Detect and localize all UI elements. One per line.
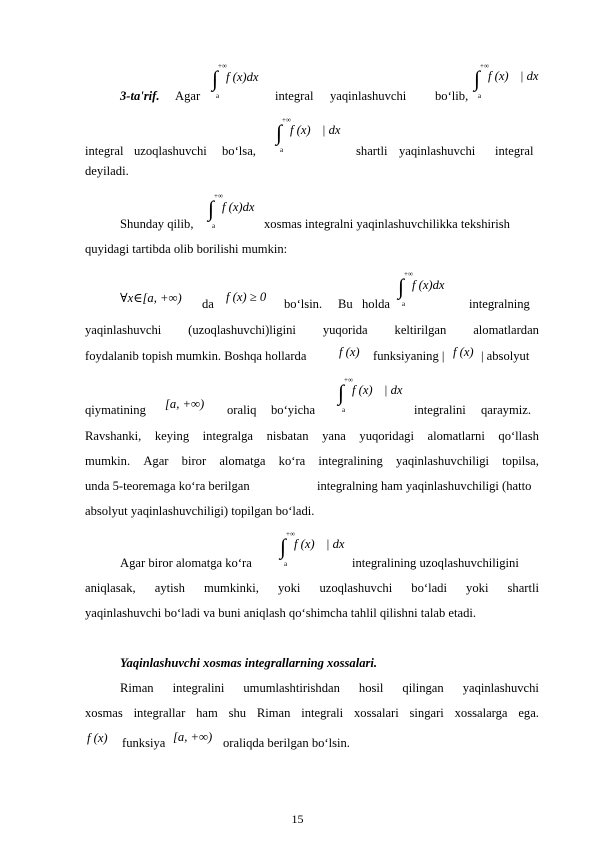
word: yana xyxy=(322,429,346,443)
word: yuqoridagi xyxy=(359,429,414,443)
text: funksiya xyxy=(122,736,166,750)
integral-sign: ∫ xyxy=(280,534,287,559)
word: integralining xyxy=(318,454,383,468)
formula-fx: f (x) xyxy=(339,345,360,359)
page-number: 15 xyxy=(291,812,304,826)
word: hosil xyxy=(358,681,384,695)
word: singari xyxy=(409,706,444,720)
section-title: Yaqinlashuvchi xosmas integrallarning xossalari. xyxy=(120,656,378,670)
lower-limit: a xyxy=(212,222,216,230)
word: nisbatan xyxy=(266,429,309,443)
integrand-abs: f (x) xyxy=(290,123,311,137)
word: shu xyxy=(228,706,247,720)
integrand-abs: f (x) xyxy=(488,69,509,83)
word: yaqinlashuvchi xyxy=(399,144,476,158)
word: mumkin. xyxy=(85,454,131,468)
text: unda 5-teoremaga ko‘ra berilgan xyxy=(85,479,250,493)
integrand: f (x)dx xyxy=(222,200,255,214)
para3-line-1 xyxy=(120,555,539,571)
word: holda xyxy=(362,297,390,311)
text: Agar biror alomatga ko‘ra xyxy=(120,556,252,570)
word: integrali xyxy=(301,706,344,720)
word: bo‘ladi xyxy=(411,581,447,595)
word: yoki xyxy=(466,581,489,595)
integral-sign: ∫ xyxy=(208,196,215,221)
para4-line-2 xyxy=(85,705,539,721)
word: qaraymiz. xyxy=(481,403,531,417)
word-integral: integral xyxy=(275,89,314,103)
word: biror xyxy=(181,454,207,468)
word: integralini xyxy=(414,403,466,417)
para2-line-5 xyxy=(85,428,539,444)
word: integralini xyxy=(172,681,225,695)
word: qo‘llash xyxy=(498,429,539,443)
integrand-abs-dx: | dx xyxy=(384,383,403,397)
text: oraliqda berilgan bo‘lsin. xyxy=(223,736,350,750)
word: shartli xyxy=(356,144,388,158)
word: ega. xyxy=(518,706,539,720)
word: Agar xyxy=(143,454,169,468)
integrand: f (x)dx xyxy=(412,278,445,292)
integrand: f (x)dx xyxy=(226,70,259,84)
word: qilingan xyxy=(402,681,444,695)
word: integralga xyxy=(202,429,254,443)
para2-line-2 xyxy=(85,322,539,338)
integral-sign: ∫ xyxy=(276,120,283,145)
word-bolib: bo‘lib, xyxy=(435,89,469,103)
word: alomatga xyxy=(219,454,266,468)
lower-limit: a xyxy=(402,300,406,308)
para1-line-1 xyxy=(120,216,539,232)
formula-interval: [a, +∞) xyxy=(165,397,205,411)
integrand-abs: f (x) xyxy=(294,537,315,551)
lower-limit: a xyxy=(478,92,482,100)
para2-line-6 xyxy=(85,453,539,469)
lower-limit: a xyxy=(216,92,220,100)
integral-sign: ∫ xyxy=(338,380,345,405)
word: topilsa, xyxy=(502,454,539,468)
para1-line-2: quyidagi tartibda olib borilishi mumkin: xyxy=(85,242,288,256)
text: integralning ham yaqinlashuvchiligi (hatto xyxy=(317,479,532,493)
word: xosmas xyxy=(85,706,123,720)
word: integralning xyxy=(469,297,530,311)
word: bo‘yicha xyxy=(271,403,316,417)
word: integrallar xyxy=(133,706,186,720)
upper-limit: +∞ xyxy=(480,62,489,70)
text: Shunday qilib, xyxy=(120,217,194,231)
text: xosmas integralni yaqinlashuvchilikka tekshirish xyxy=(264,217,510,231)
integral-sign: ∫ xyxy=(212,66,219,91)
word: aniqlasak, xyxy=(85,581,136,595)
text: integralining uzoqlashuvchiligini xyxy=(352,556,519,570)
upper-limit: +∞ xyxy=(404,270,413,278)
formula-fx: f (x) xyxy=(87,731,108,745)
word: Ravshanki, xyxy=(85,429,142,443)
word: aytish xyxy=(154,581,185,595)
definition-line-2 xyxy=(85,143,539,159)
lower-limit: a xyxy=(280,146,284,154)
word: Bu xyxy=(338,297,353,311)
word: keltirilgan xyxy=(394,323,447,337)
word: ham xyxy=(196,706,218,720)
word: (uzoqlashuvchi)ligini xyxy=(188,323,296,337)
integrand-abs: f (x) xyxy=(352,383,373,397)
upper-limit: +∞ xyxy=(344,376,353,384)
word: alomatlardan xyxy=(473,323,539,337)
para4-line-1 xyxy=(120,680,539,696)
word: yaqinlashuvchi xyxy=(85,323,162,337)
word: ko‘ra xyxy=(278,454,306,468)
text: foydalanib topish mumkin. Boshqa hollarda xyxy=(85,349,307,363)
word: qiymatining xyxy=(85,403,146,417)
word: yaqinlashuvchiligi xyxy=(395,454,489,468)
integral-sign: ∫ xyxy=(474,66,481,91)
formula-fx-nonneg: f (x) ≥ 0 xyxy=(226,290,267,304)
para2-line-8: absolyut yaqinlashuvchiligi) topilgan bo‘ladi. xyxy=(85,504,315,518)
word: keying xyxy=(154,429,190,443)
word: xossalari xyxy=(353,706,399,720)
definition-line-3: deyiladi. xyxy=(85,164,129,178)
word: Riman xyxy=(120,681,154,695)
word-yaqinlashuvchi: yaqinlashuvchi xyxy=(330,89,407,103)
word: bo‘lsin. xyxy=(284,297,323,311)
para3-line-3: yaqinlashuvchi bo‘ladi va buni aniqlash qo‘shimcha tahlil qilishni talab etadi. xyxy=(85,606,477,620)
word: shartli xyxy=(507,581,539,595)
lower-limit: a xyxy=(342,406,346,414)
formula-forall-x: ∀x∈[a, +∞) xyxy=(120,291,182,305)
definition-label: 3-ta'rif. xyxy=(120,89,160,103)
lower-limit: a xyxy=(284,560,288,568)
para3-line-2 xyxy=(85,580,539,596)
word: mumkinki, xyxy=(203,581,259,595)
word: alomatlarni xyxy=(427,429,485,443)
text: | absolyut xyxy=(481,349,530,363)
text: funksiyaning | xyxy=(373,349,445,363)
upper-limit: +∞ xyxy=(282,116,291,124)
para2-line-4 xyxy=(85,397,539,418)
upper-limit: +∞ xyxy=(286,530,295,538)
word: xossalarga xyxy=(454,706,508,720)
integrand-abs-dx: | dx xyxy=(520,69,539,83)
word: integral xyxy=(495,144,534,158)
word: yoki xyxy=(277,581,301,595)
para2-line-3 xyxy=(85,345,539,364)
upper-limit: +∞ xyxy=(218,62,227,70)
para2-line-7 xyxy=(85,478,539,494)
word: uzoqlashuvchi xyxy=(134,144,207,158)
integrand-abs-dx: | dx xyxy=(322,123,341,137)
word: Riman xyxy=(256,706,291,720)
word: integral xyxy=(85,144,124,158)
word: umumlashtirishdan xyxy=(243,681,340,695)
integral-sign: ∫ xyxy=(398,274,405,299)
word: oraliq xyxy=(227,403,257,417)
word: yuqorida xyxy=(322,323,368,337)
formula-fx: f (x) xyxy=(453,345,474,359)
word: yaqinlashuvchi xyxy=(462,681,539,695)
word: bo‘lsa, xyxy=(222,144,256,158)
upper-limit: +∞ xyxy=(214,192,223,200)
word: uzoqlashuvchi xyxy=(319,581,393,595)
integrand-abs-dx: | dx xyxy=(326,537,345,551)
word-agar: Agar xyxy=(175,89,201,103)
formula-interval: [a, +∞) xyxy=(173,730,213,744)
word: da xyxy=(202,297,214,311)
